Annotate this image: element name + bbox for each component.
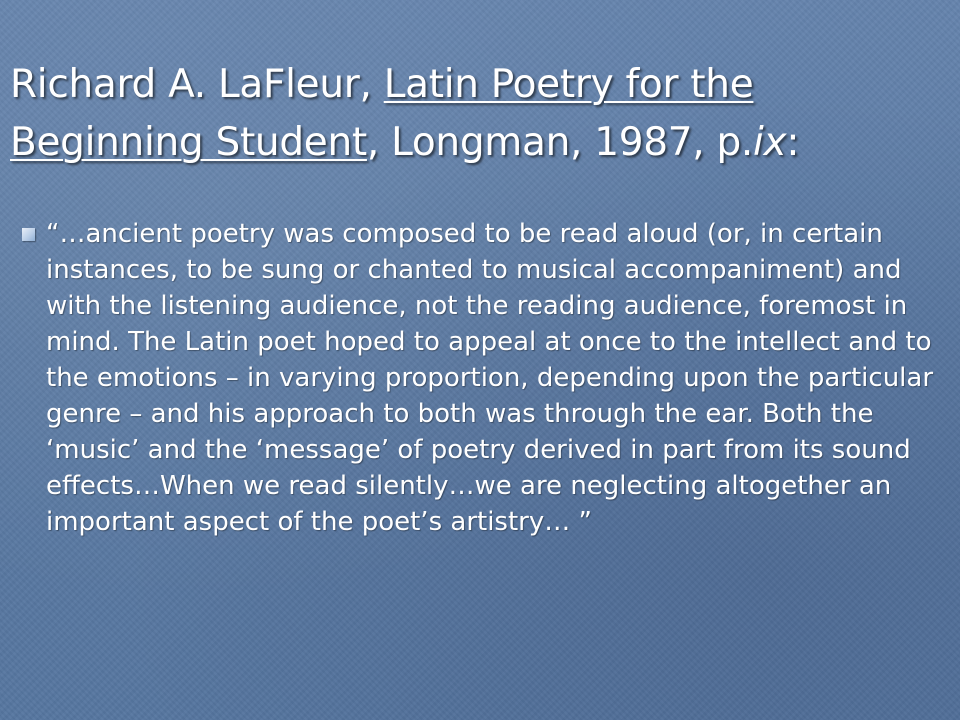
bullet-item	[22, 216, 937, 540]
square-bullet-icon	[22, 228, 35, 241]
bullet-list	[22, 216, 937, 540]
slide-title	[10, 56, 940, 172]
bullet-text: “…ancient poetry was composed to be read aloud (or, in certain instances, to be sung or chanted to musical accompaniment) and with the listening audience, not the reading audience, foremost in mind. The Latin poet hoped to appeal at once to the intellect and to the emotions – in varying proportion, depending upon the particular genre – and his approach to both was through the ear. Both the ‘music’ and the ‘message’ of poetry derived in part from its sound effects…When we read silently…we are neglecting altogether an important aspect of the poet’s artistry… ”	[46, 219, 934, 537]
title-colon: :	[786, 120, 800, 165]
title-publisher: , Longman, 1987, p.	[366, 120, 753, 165]
title-author: Richard A. LaFleur,	[10, 62, 384, 107]
title-book: Latin Poetry for the Beginning Student	[10, 62, 754, 165]
title-page-ref: ix	[753, 120, 787, 165]
